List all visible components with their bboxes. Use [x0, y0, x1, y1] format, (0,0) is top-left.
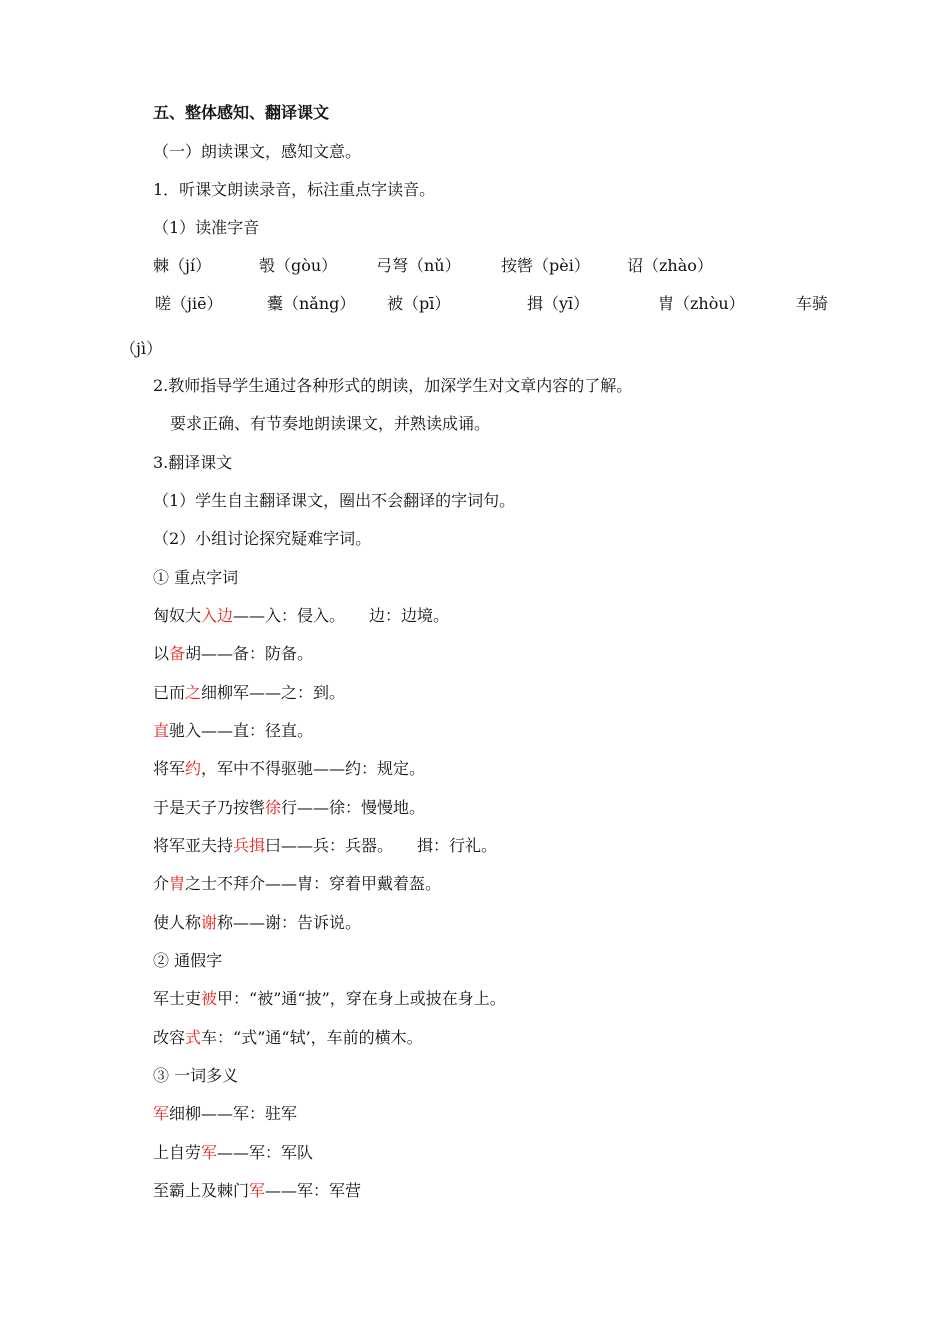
- tongjia-heading: ② 通假字: [153, 951, 223, 970]
- key-words-heading: ① 重点字词: [153, 568, 239, 587]
- pinyin-item: 棘（jí）: [153, 256, 212, 275]
- key-word-entry: 以备胡——备：防备。: [153, 644, 314, 663]
- step-self-translate: （1）学生自主翻译课文，圈出不会翻译的字词句。: [153, 491, 516, 510]
- step-pronunciation: （1）读准字音: [153, 218, 260, 237]
- polysemy-heading: ③ 一词多义: [153, 1066, 239, 1085]
- step-listen-recording: 1．听课文朗读录音，标注重点字读音。: [153, 180, 436, 199]
- step-translate: 3.翻译课文: [153, 453, 233, 472]
- key-word-entry: 于是天子乃按辔徐行——徐：慢慢地。: [153, 798, 426, 817]
- pinyin-item: 彀（gòu）: [259, 256, 338, 275]
- subsection-read-aloud: （一）朗读课文，感知文意。: [153, 142, 362, 161]
- step-group-discussion: （2）小组讨论探究疑难字词。: [153, 529, 372, 548]
- key-word-entry: 直驰入——直：径直。: [153, 721, 314, 740]
- polysemy-entry: 至霸上及棘门军——军：军营: [153, 1181, 362, 1200]
- pinyin-item: 揖（yī）: [527, 294, 590, 313]
- pinyin-item: 按辔（pèi）: [501, 256, 590, 275]
- pinyin-wrap: （jì）: [120, 339, 163, 358]
- key-word-entry: 使人称谢称——谢：告诉说。: [153, 913, 362, 932]
- pinyin-item: 嗟（jiē）: [155, 294, 223, 313]
- pinyin-item: 弓弩（nǔ）: [376, 256, 461, 275]
- step-teacher-guidance: 2.教师指导学生通过各种形式的朗读，加深学生对文章内容的了解。: [153, 376, 633, 395]
- key-word-entry: 介胄之士不拜介——胄：穿着甲戴着盔。: [153, 874, 442, 893]
- key-word-entry: 匈奴大入边——入：侵入。 边：边境。: [153, 606, 450, 625]
- pinyin-item: 诏（zhào）: [627, 256, 713, 275]
- key-word-entry: 将军亚夫持兵揖曰——兵：兵器。 揖：行礼。: [153, 836, 498, 855]
- section-heading: 五、整体感知、翻译课文: [153, 103, 330, 122]
- pinyin-item: 櫜（nǎng）: [267, 294, 356, 313]
- key-word-entry: 已而之细柳军——之：到。: [153, 683, 346, 702]
- tongjia-entry: 军士吏被甲：“被”通“披”，穿在身上或披在身上。: [153, 989, 506, 1008]
- pinyin-item: 胄（zhòu）: [658, 294, 745, 313]
- polysemy-entry: 军细柳——军：驻军: [153, 1104, 298, 1123]
- polysemy-entry: 上自劳军——军：军队: [153, 1143, 314, 1162]
- key-word-entry: 将军约，军中不得驱驰——约：规定。: [153, 759, 426, 778]
- pinyin-item: 被（pī）: [387, 294, 451, 313]
- pinyin-item: 车骑: [796, 294, 829, 313]
- requirement-text: 要求正确、有节奏地朗读课文，并熟读成诵。: [170, 414, 491, 433]
- tongjia-entry: 改容式车：“式”通“轼’，车前的横木。: [153, 1028, 423, 1047]
